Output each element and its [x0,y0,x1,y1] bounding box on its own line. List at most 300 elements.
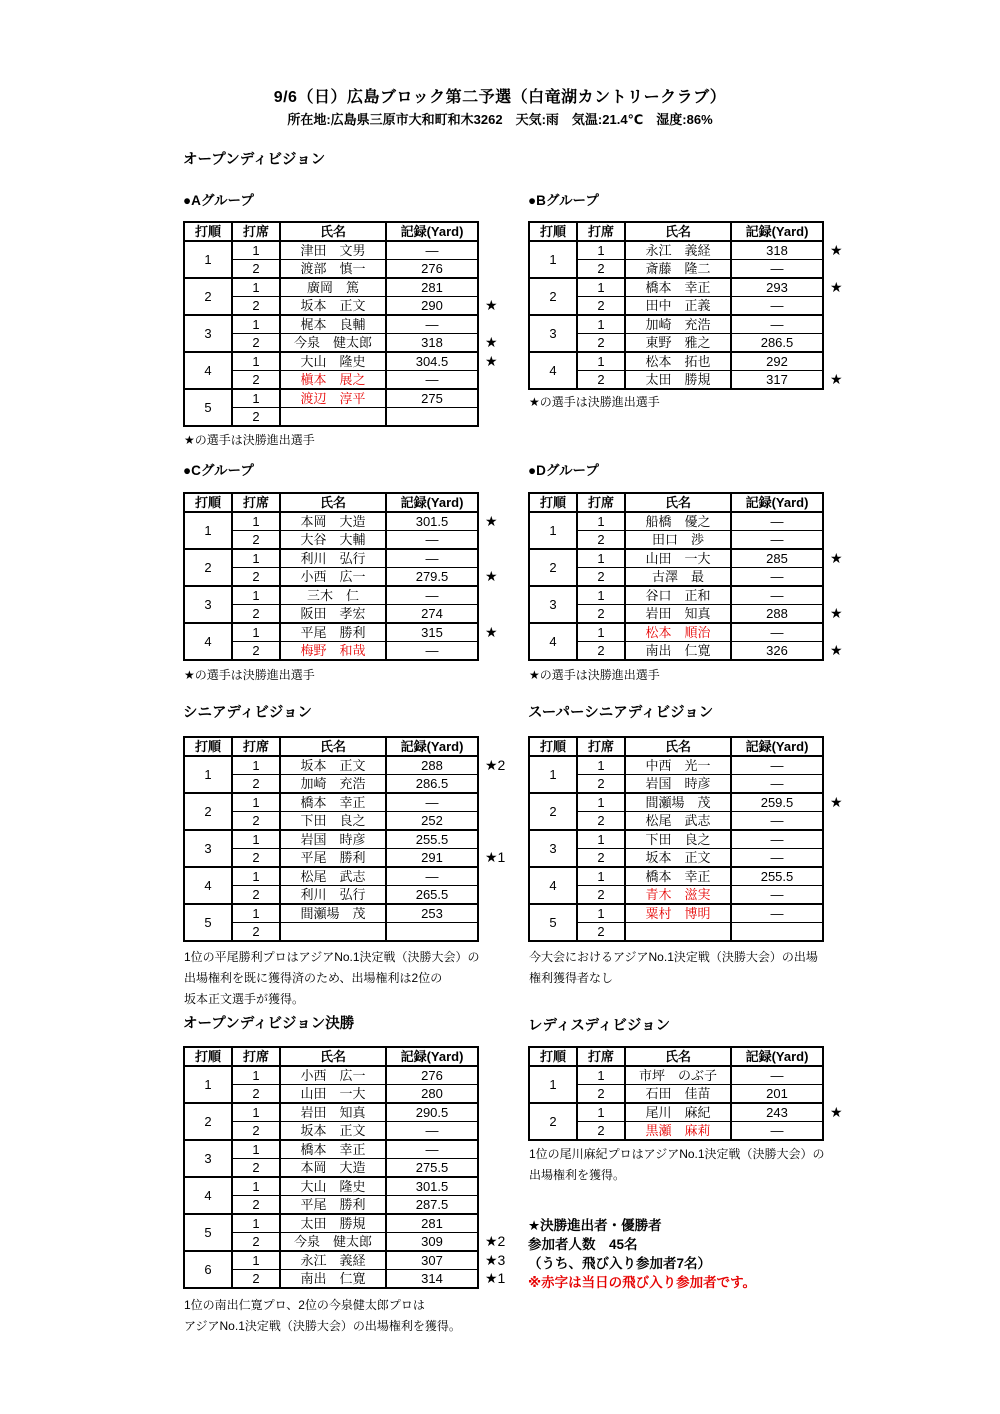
seat-cell: 1 [577,623,625,642]
text-line: 出場権利を既に獲得済のため、出場権利は2位の [184,971,443,985]
section-ladies-division: レディスディビジョン [528,1018,671,1034]
record-cell: ― [731,623,823,642]
header-row [184,493,530,512]
order-cell: 2 [529,793,577,830]
table-row [529,605,875,624]
group-d-heading: ●Dグループ [528,463,599,478]
order-cell: 1 [184,512,232,549]
seat-cell: 2 [577,531,625,550]
record-cell: 253 [386,904,478,923]
group-c-footnote [184,665,315,686]
column-header: 記録(Yard) [731,737,823,756]
group-d-footnote [529,665,660,686]
player-name-cell: 今泉 健太郎 [280,1233,386,1252]
order-cell: 1 [529,512,577,549]
star-cell: ★1 [485,1270,506,1287]
star-cell [823,775,875,794]
record-cell: ― [386,642,478,661]
star-cell [478,886,530,905]
star-cell [823,531,875,550]
seat-cell: 2 [577,568,625,587]
order-cell: 3 [184,1140,232,1177]
order-cell: 5 [184,389,232,426]
table-row [184,371,530,390]
table-row [529,371,875,390]
group-a-table [183,221,531,427]
order-cell: 3 [184,586,232,623]
star-cell [823,1085,875,1104]
seat-cell: 2 [232,568,280,587]
seat-cell: 2 [232,1233,280,1252]
star-cell [823,1066,875,1085]
player-name-cell: 青木 滋実 [625,886,731,905]
star-cell [823,260,875,279]
player-name-cell: 坂本 正文 [280,297,386,316]
seat-cell: 1 [232,352,280,371]
column-header: 打席 [577,737,625,756]
text-line: 出場権利を獲得。 [529,1168,626,1182]
player-name-cell: 加崎 充浩 [625,315,731,334]
star-cell [823,352,875,371]
column-header: 打順 [529,222,577,241]
record-cell: 318 [386,334,478,353]
column-header: 打順 [529,493,577,512]
order-cell: 1 [529,756,577,793]
player-name-cell: 下田 良之 [280,812,386,831]
table-row [184,904,530,923]
player-name-cell: 東野 雅之 [625,334,731,353]
order-cell: 5 [184,1214,232,1251]
player-name-cell: 梅野 和哉 [280,642,386,661]
table-row [184,334,530,353]
player-name-cell: 廣岡 篤 [280,278,386,297]
player-name-cell: 阪田 孝宏 [280,605,386,624]
star-cell [823,297,875,316]
seat-cell: 2 [232,642,280,661]
record-cell: 288 [386,756,478,775]
text-line: 1位の平尾勝利プロはアジアNo.1決定戦（決勝大会）の [184,950,480,964]
record-cell: 293 [731,278,823,297]
player-name-cell [280,408,386,427]
record-cell: 276 [386,1066,478,1085]
header-row [184,222,530,241]
text-line: ★の選手は決勝進出選手 [184,433,315,447]
player-name-cell: 岩国 時彦 [280,830,386,849]
star-cell [823,812,875,831]
seat-cell: 1 [577,241,625,260]
table-row [529,1122,875,1141]
table-row [529,775,875,794]
star-cell [478,531,530,550]
star-cell [478,1196,530,1215]
star-cell: ★ [485,352,498,369]
table-row [184,642,530,661]
player-name-cell: 岩田 知真 [625,605,731,624]
player-name-cell: 平尾 勝利 [280,849,386,868]
group-b-heading: ●Bグループ [528,193,599,208]
page-title: 9/6（日）広島ブロック第二予選（白竜湖カントリークラブ） [273,89,727,106]
player-name-cell: 平尾 勝利 [280,623,386,642]
record-cell: ― [731,849,823,868]
order-cell: 4 [529,623,577,660]
seat-cell: 2 [232,1085,280,1104]
seat-cell: 1 [232,904,280,923]
column-header: 氏名 [625,1047,731,1066]
record-cell: 314 [386,1270,478,1289]
record-cell: 279.5 [386,568,478,587]
star-cell: ★ [830,642,843,659]
column-header: 氏名 [280,222,386,241]
order-cell: 1 [529,1066,577,1103]
record-cell: ― [386,371,478,390]
record-cell: 276 [386,260,478,279]
table-row [184,793,530,812]
seat-cell: 2 [232,775,280,794]
record-cell: 326 [731,642,823,661]
record-cell: ― [386,1140,478,1159]
order-cell: 5 [529,904,577,941]
star-column-header [823,737,875,756]
player-name-cell: 市坪 のぶ子 [625,1066,731,1085]
seat-cell: 2 [232,923,280,942]
star-cell [823,586,875,605]
senior-table [183,736,531,942]
star-cell [823,904,875,923]
player-name-cell: 坂本 正文 [280,756,386,775]
seat-cell: 1 [232,315,280,334]
record-cell: ― [731,512,823,531]
record-cell: 290 [386,297,478,316]
header-row [529,737,875,756]
table-row [184,278,530,297]
ladies-footnote [529,1144,825,1186]
player-name-cell: 今泉 健太郎 [280,334,386,353]
record-cell: ― [731,315,823,334]
record-cell: 304.5 [386,352,478,371]
seat-cell: 1 [232,512,280,531]
player-name-cell: 粟村 博明 [625,904,731,923]
star-cell [478,1122,530,1141]
seat-cell: 1 [577,904,625,923]
column-header: 打席 [232,1047,280,1066]
column-header: 記録(Yard) [386,1047,478,1066]
star-column-header [823,1047,875,1066]
player-name-cell: 山田 一大 [625,549,731,568]
seat-cell: 1 [232,549,280,568]
record-cell: ― [731,586,823,605]
record-cell: ― [731,775,823,794]
record-cell: 201 [731,1085,823,1104]
table-row [184,1233,530,1252]
seat-cell: 1 [577,512,625,531]
record-cell [386,923,478,942]
seat-cell: 2 [577,812,625,831]
player-name-cell: 三木 仁 [280,586,386,605]
star-cell [478,260,530,279]
star-cell [478,371,530,390]
record-cell: ― [731,260,823,279]
order-cell: 4 [529,352,577,389]
table-row [184,849,530,868]
seat-cell: 2 [232,1270,280,1289]
record-cell: ― [386,241,478,260]
group-a-footnote [184,430,315,451]
order-cell: 4 [184,623,232,660]
seat-cell: 2 [232,605,280,624]
seat-cell: 1 [232,278,280,297]
group-b-table [528,221,876,390]
text-line: 坂本正文選手が獲得。 [184,992,305,1006]
table-row [529,642,875,661]
header-row [184,1047,530,1066]
column-header: 打順 [184,1047,232,1066]
column-header: 打順 [529,1047,577,1066]
player-name-cell [280,923,386,942]
seat-cell: 2 [232,408,280,427]
seat-cell: 1 [232,1140,280,1159]
record-cell: ― [731,1122,823,1141]
section-open-division: オープンディビジョン [183,152,326,168]
seat-cell: 1 [577,586,625,605]
text-line: ★の選手は決勝進出選手 [184,668,315,682]
column-header: 打席 [577,222,625,241]
star-cell [478,904,530,923]
order-cell: 3 [184,830,232,867]
open-final-table [183,1046,531,1289]
player-name-cell: 大山 隆史 [280,1177,386,1196]
table-row [184,1066,530,1085]
star-column-header [478,493,530,512]
record-cell: 291 [386,849,478,868]
star-cell: ★ [485,297,498,314]
player-name-cell: 利川 弘行 [280,886,386,905]
score-table [183,221,531,427]
table-row [184,1103,530,1122]
star-column-header [823,222,875,241]
star-cell [478,812,530,831]
star-cell: ★ [830,605,843,622]
seat-cell: 1 [577,756,625,775]
player-name-cell: 間瀬場 茂 [625,793,731,812]
text-line: ★の選手は決勝進出選手 [529,395,660,409]
order-cell: 1 [184,1066,232,1103]
column-header: 記録(Yard) [386,222,478,241]
player-name-cell: 岩田 知真 [280,1103,386,1122]
text-line: アジアNo.1決定戦（決勝大会）の出場権利を獲得。 [184,1319,461,1333]
record-cell: ― [731,904,823,923]
player-name-cell: 松尾 武志 [625,812,731,831]
player-name-cell: 渡辺 淳平 [280,389,386,408]
seat-cell: 1 [577,549,625,568]
table-row [184,867,530,886]
order-cell: 3 [529,586,577,623]
table-row [529,904,875,923]
player-name-cell [625,923,731,942]
table-row [529,849,875,868]
star-cell [478,389,530,408]
player-name-cell: 下田 良之 [625,830,731,849]
player-name-cell: 尾川 麻紀 [625,1103,731,1122]
star-cell: ★ [485,623,498,640]
seat-cell: 1 [232,241,280,260]
player-name-cell: 坂本 正文 [280,1122,386,1141]
column-header: 打席 [232,222,280,241]
order-cell: 2 [529,1103,577,1140]
text-line: 権利獲得者なし [529,971,614,985]
player-name-cell: 加崎 充浩 [280,775,386,794]
seat-cell: 1 [232,830,280,849]
record-cell: 292 [731,352,823,371]
table-row [184,623,530,642]
seat-cell: 1 [577,315,625,334]
star-cell [823,886,875,905]
seat-cell: 1 [232,1214,280,1233]
star-cell [478,793,530,812]
player-name-cell: 小西 広一 [280,1066,386,1085]
star-cell [823,512,875,531]
record-cell: 255.5 [731,867,823,886]
seat-cell: 1 [232,1103,280,1122]
star-cell [823,623,875,642]
star-cell [823,923,875,942]
seat-cell: 2 [577,886,625,905]
header-row [529,493,875,512]
player-name-cell: 谷口 正和 [625,586,731,605]
player-name-cell: 橋本 幸正 [280,793,386,812]
seat-cell: 2 [577,1085,625,1104]
group-c-heading: ●Cグループ [183,463,254,478]
order-cell: 2 [529,278,577,315]
player-name-cell: 松尾 武志 [280,867,386,886]
record-cell: ― [731,568,823,587]
record-cell: ― [731,531,823,550]
seat-cell: 1 [232,1177,280,1196]
text-line: 参加者人数 45名 [528,1237,638,1252]
seat-cell: 1 [577,1103,625,1122]
order-cell: 1 [184,756,232,793]
record-cell: 307 [386,1251,478,1270]
player-name-cell: 山田 一大 [280,1085,386,1104]
table-row [184,512,530,531]
order-cell: 3 [529,315,577,352]
table-row [529,531,875,550]
star-cell [823,334,875,353]
seat-cell: 1 [232,389,280,408]
text-line: ※赤字は当日の飛び入り参加者です。 [528,1275,757,1290]
record-cell: 280 [386,1085,478,1104]
player-name-cell: 石田 佳苗 [625,1085,731,1104]
player-name-cell: 梶本 良輔 [280,315,386,334]
player-name-cell: 松本 順治 [625,623,731,642]
record-cell: ― [386,586,478,605]
player-name-cell: 渡部 慎一 [280,260,386,279]
table-row [529,568,875,587]
group-a-heading: ●Aグループ [183,193,254,208]
star-cell: ★ [830,278,843,295]
record-cell: 290.5 [386,1103,478,1122]
star-cell [478,1103,530,1122]
column-header: 記録(Yard) [731,493,823,512]
seat-cell: 1 [232,1066,280,1085]
player-name-cell: 永江 義経 [625,241,731,260]
player-name-cell: 南出 仁寛 [625,642,731,661]
record-cell: 252 [386,812,478,831]
order-cell: 2 [529,549,577,586]
seat-cell: 2 [232,334,280,353]
table-row [529,549,875,568]
player-name-cell: 坂本 正文 [625,849,731,868]
star-cell [478,278,530,297]
score-table [183,736,531,942]
player-name-cell: 本岡 大造 [280,512,386,531]
seat-cell: 2 [577,334,625,353]
order-cell: 2 [184,1103,232,1140]
player-name-cell: 古澤 最 [625,568,731,587]
record-cell: 255.5 [386,830,478,849]
record-cell: 275.5 [386,1159,478,1178]
star-cell: ★ [485,512,498,529]
seat-cell: 2 [232,812,280,831]
player-name-cell: 大谷 大輔 [280,531,386,550]
open-final-footnote [184,1295,461,1337]
group-b-footnote [529,392,660,413]
record-cell: 315 [386,623,478,642]
record-cell: ― [731,812,823,831]
player-name-cell: 槇本 展之 [280,371,386,390]
record-cell: ― [731,297,823,316]
star-column-header [478,222,530,241]
player-name-cell: 南出 仁寛 [280,1270,386,1289]
seat-cell: 2 [232,886,280,905]
table-row [184,586,530,605]
player-name-cell: 大山 隆史 [280,352,386,371]
table-row [184,812,530,831]
star-cell [478,1177,530,1196]
order-cell: 1 [529,241,577,278]
seat-cell: 2 [577,371,625,390]
star-cell [478,586,530,605]
column-header: 打席 [577,1047,625,1066]
order-cell: 2 [184,549,232,586]
player-name-cell: 利川 弘行 [280,549,386,568]
star-cell: ★ [830,241,843,258]
seat-cell: 2 [232,260,280,279]
column-header: 氏名 [280,493,386,512]
table-row [529,260,875,279]
record-cell: 318 [731,241,823,260]
header-row [184,737,530,756]
player-name-cell: 本岡 大造 [280,1159,386,1178]
record-cell: ― [731,756,823,775]
table-row [529,1103,875,1122]
record-cell: 286.5 [386,775,478,794]
column-header: 打順 [184,222,232,241]
header-row [529,222,875,241]
table-row [529,278,875,297]
table-row [529,830,875,849]
table-row [529,315,875,334]
score-table [528,1046,876,1141]
table-row [184,549,530,568]
order-cell: 4 [184,867,232,904]
record-cell: 287.5 [386,1196,478,1215]
legend-block [528,1216,756,1292]
star-cell [478,642,530,661]
star-cell: ★ [830,549,843,566]
seat-cell: 2 [577,775,625,794]
table-row [529,756,875,775]
order-cell: 2 [184,793,232,830]
